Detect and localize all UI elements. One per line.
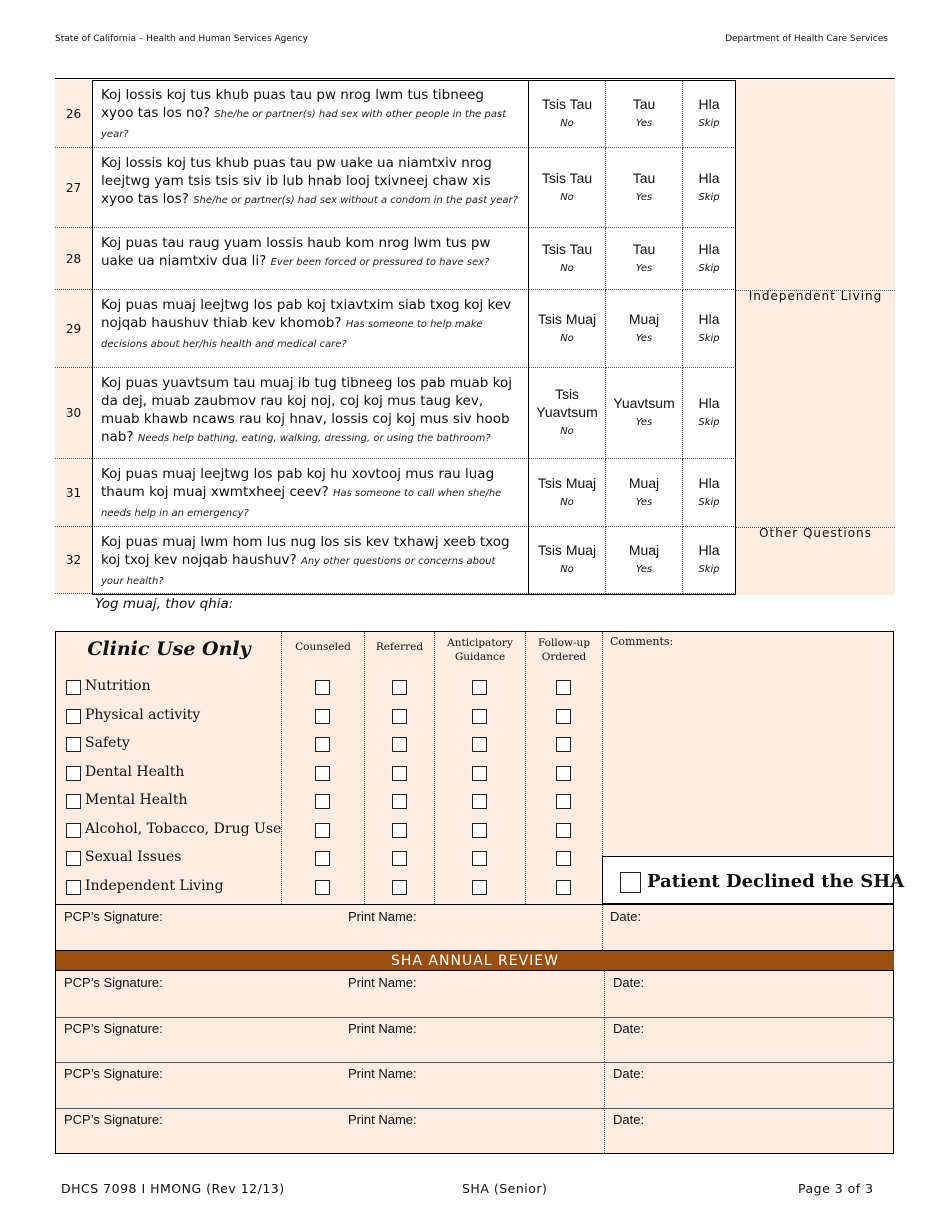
answer-no[interactable] xyxy=(529,459,606,527)
answer-skip[interactable] xyxy=(683,228,736,290)
answer-no[interactable] xyxy=(529,368,606,459)
question-number: 27 xyxy=(55,148,92,228)
answer-no-english: No xyxy=(560,496,574,508)
answer-skip-english: Skip xyxy=(698,564,720,575)
date-divider xyxy=(602,905,603,950)
annual-review-bar: SHA ANNUAL REVIEW xyxy=(56,950,894,971)
clinic-counseled-checkbox[interactable] xyxy=(315,880,330,895)
clinic-item-checkbox[interactable] xyxy=(66,680,81,695)
clinic-item-label: Dental Health xyxy=(85,763,185,780)
clinic-referred-checkbox[interactable] xyxy=(392,823,407,838)
question-cell xyxy=(92,527,529,594)
answer-yes[interactable] xyxy=(606,527,683,594)
clinic-use-title: Clinic Use Only xyxy=(87,638,251,660)
question-cell xyxy=(92,80,529,148)
answer-skip-hmong: Hla xyxy=(698,395,720,411)
question-text xyxy=(93,228,528,272)
answer-no[interactable] xyxy=(529,290,606,368)
question-table-top-rule xyxy=(55,78,895,79)
answer-no-english: No xyxy=(560,262,574,274)
clinic-item-label: Safety xyxy=(85,735,130,751)
date-label: Date: xyxy=(613,1020,645,1036)
answer-no[interactable] xyxy=(529,228,606,290)
answer-yes[interactable] xyxy=(606,80,683,148)
clinic-item-label: Physical activity xyxy=(85,706,201,723)
form-number: DHCS 7098 I HMONG (Rev 12/13) xyxy=(61,1181,285,1196)
clinic-counseled-checkbox[interactable] xyxy=(315,709,330,724)
review-date-divider xyxy=(604,1062,605,1107)
question-area-bottom-border xyxy=(92,594,736,595)
question-hmong: Koj puas muaj leejtwg los pab koj txiavtxim siab txog koj kev nojqab haushuv thiab kev khomob? xyxy=(101,297,512,331)
answer-yes[interactable] xyxy=(606,148,683,228)
clinic-col-divider xyxy=(525,632,526,904)
col-follow-up-ordered: Follow-up Ordered xyxy=(537,637,591,663)
pcp-signature-label: PCP’s Signature: xyxy=(64,1111,163,1127)
answer-skip-hmong: Hla xyxy=(698,542,720,558)
if-yes-explain-label: Yog muaj, thov qhia: xyxy=(95,596,234,612)
clinic-counseled-checkbox[interactable] xyxy=(315,737,330,752)
answer-skip[interactable] xyxy=(683,527,736,594)
question-english: She/he or partner(s) had sex with other people in the past year? xyxy=(101,109,507,140)
answer-skip[interactable] xyxy=(683,148,736,228)
answer-skip-english: Skip xyxy=(698,117,720,129)
clinic-counseled-checkbox[interactable] xyxy=(315,680,330,695)
question-number: 32 xyxy=(55,527,92,594)
clinic-guidance-checkbox[interactable] xyxy=(472,737,487,752)
date-label: Date: xyxy=(613,1111,645,1127)
clinic-guidance-checkbox[interactable] xyxy=(472,709,487,724)
answer-yes[interactable] xyxy=(606,290,683,368)
category-column xyxy=(736,80,895,595)
answer-yes-hmong: Tau xyxy=(632,95,656,112)
question-text xyxy=(93,459,528,523)
clinic-item-checkbox[interactable] xyxy=(66,880,81,895)
answer-yes-hmong: Tau xyxy=(632,240,656,257)
section-independent-living: Independent Living xyxy=(748,289,883,303)
answer-no-hmong: Tsis Tau xyxy=(541,240,593,257)
clinic-counseled-checkbox[interactable] xyxy=(315,851,330,866)
answer-skip-hmong: Hla xyxy=(698,474,720,491)
answer-no-english: No xyxy=(560,117,574,129)
clinic-col-divider xyxy=(434,632,435,904)
question-text xyxy=(93,148,528,210)
question-number: 30 xyxy=(55,368,92,459)
clinic-followup-checkbox[interactable] xyxy=(556,680,571,695)
answer-skip-english: Skip xyxy=(698,496,720,508)
question-number: 28 xyxy=(55,228,92,290)
answer-yes-english: Yes xyxy=(635,417,653,428)
clinic-col-divider xyxy=(364,632,365,904)
answer-skip-hmong: Hla xyxy=(698,169,720,186)
question-text xyxy=(93,290,528,354)
clinic-item-label: Nutrition xyxy=(85,678,151,694)
answer-skip-english: Skip xyxy=(698,262,720,274)
clinic-item-checkbox[interactable] xyxy=(66,709,81,724)
question-number: 31 xyxy=(55,459,92,527)
question-english: Has someone to help make decisions about her/his health and medical care? xyxy=(101,319,483,350)
answer-yes[interactable] xyxy=(606,368,683,459)
clinic-item-checkbox[interactable] xyxy=(66,766,81,781)
clinic-counseled-checkbox[interactable] xyxy=(315,766,330,781)
answer-no-hmong: Tsis Tau xyxy=(541,95,593,112)
clinic-followup-checkbox[interactable] xyxy=(556,880,571,895)
review-row-rule xyxy=(56,1108,894,1109)
pcp-signature-label: PCP’s Signature: xyxy=(64,1020,163,1036)
question-cell xyxy=(92,459,529,527)
clinic-referred-checkbox[interactable] xyxy=(392,680,407,695)
answer-yes-hmong: Muaj xyxy=(628,474,660,491)
col-anticipatory-guidance: Anticipatory Guidance xyxy=(447,637,513,663)
question-hmong: Koj lossis koj tus khub puas tau pw nrog lwm tus tibneeg xyoo tas los no? xyxy=(101,87,484,121)
answer-no-hmong: Tsis Yuavtsum xyxy=(536,386,598,420)
answer-skip[interactable] xyxy=(683,368,736,459)
print-name-label: Print Name: xyxy=(348,909,417,924)
answer-skip[interactable] xyxy=(683,459,736,527)
answer-skip-hmong: Hla xyxy=(698,95,720,112)
question-hmong: Koj puas muaj leejtwg los pab koj hu xovtooj mus rau luag thaum koj muaj xwmtxheej ceev? xyxy=(101,466,495,500)
answer-no-english: No xyxy=(560,564,574,575)
question-cell xyxy=(92,368,529,459)
answer-no[interactable] xyxy=(529,148,606,228)
clinic-followup-checkbox[interactable] xyxy=(556,766,571,781)
answer-yes-hmong: Yuavtsum xyxy=(613,395,675,411)
clinic-guidance-checkbox[interactable] xyxy=(472,823,487,838)
review-row-rule xyxy=(56,1017,894,1018)
answer-yes-english: Yes xyxy=(635,496,653,508)
answer-yes-hmong: Tau xyxy=(632,169,656,186)
print-name-label: Print Name: xyxy=(348,1111,417,1127)
print-name-label: Print Name: xyxy=(348,1020,417,1036)
clinic-followup-checkbox[interactable] xyxy=(556,851,571,866)
clinic-counseled-checkbox[interactable] xyxy=(315,794,330,809)
review-row-rule xyxy=(56,1062,894,1063)
date-label: Date: xyxy=(610,909,642,924)
col-referred: Referred xyxy=(375,641,424,653)
clinic-item-label: Alcohol, Tobacco, Drug Use xyxy=(85,820,282,837)
question-cell xyxy=(92,148,529,228)
pcp-signature-label: PCP’s Signature: xyxy=(64,975,163,990)
clinic-referred-checkbox[interactable] xyxy=(392,851,407,866)
answer-skip-english: Skip xyxy=(698,417,720,428)
clinic-referred-checkbox[interactable] xyxy=(392,794,407,809)
comments-label: Comments: xyxy=(610,635,674,648)
answer-yes-english: Yes xyxy=(635,191,653,203)
pcp-signature-label: PCP’s Signature: xyxy=(64,909,163,924)
answer-no[interactable] xyxy=(529,527,606,594)
answer-yes[interactable] xyxy=(606,228,683,290)
clinic-item-checkbox[interactable] xyxy=(66,737,81,752)
question-text xyxy=(93,368,528,448)
clinic-guidance-checkbox[interactable] xyxy=(472,880,487,895)
signature-rule xyxy=(55,904,894,905)
clinic-referred-checkbox[interactable] xyxy=(392,709,407,724)
clinic-guidance-checkbox[interactable] xyxy=(472,851,487,866)
question-number: 29 xyxy=(55,290,92,368)
clinic-item-checkbox[interactable] xyxy=(66,823,81,838)
question-english: Any other questions or concerns about your health? xyxy=(101,556,496,587)
clinic-col-divider xyxy=(602,632,603,856)
question-cell xyxy=(92,228,529,290)
answer-no-hmong: Tsis Muaj xyxy=(537,474,597,491)
date-label: Date: xyxy=(613,1066,645,1081)
print-name-label: Print Name: xyxy=(348,975,417,990)
clinic-followup-checkbox[interactable] xyxy=(556,823,571,838)
question-text xyxy=(93,527,528,591)
answer-no-hmong: Tsis Muaj xyxy=(537,542,597,558)
answer-yes-hmong: Muaj xyxy=(628,542,660,558)
clinic-followup-checkbox[interactable] xyxy=(556,794,571,809)
clinic-followup-checkbox[interactable] xyxy=(556,709,571,724)
clinic-guidance-checkbox[interactable] xyxy=(472,794,487,809)
clinic-item-checkbox[interactable] xyxy=(66,794,81,809)
answer-no-english: No xyxy=(560,191,574,203)
clinic-referred-checkbox[interactable] xyxy=(392,766,407,781)
date-label: Date: xyxy=(613,975,645,990)
clinic-counseled-checkbox[interactable] xyxy=(315,823,330,838)
clinic-referred-checkbox[interactable] xyxy=(392,737,407,752)
answer-no-english: No xyxy=(560,332,574,344)
answer-skip-hmong: Hla xyxy=(698,240,720,257)
answer-skip-hmong: Hla xyxy=(698,310,720,327)
answer-yes-english: Yes xyxy=(635,262,653,274)
question-hmong: Koj puas yuavtsum tau muaj ib tug tibneeg los pab muab koj da dej, muab zaubmov rau koj noj, coj koj mus taug kev, muab khawb ncaws rau koj hnav, lossis coj koj mus siv hoob nab? xyxy=(101,375,512,445)
question-english: Ever been forced or pressured to have sex? xyxy=(270,257,490,268)
clinic-item-label: Mental Health xyxy=(85,792,188,808)
answer-skip[interactable] xyxy=(683,80,736,148)
patient-declined-checkbox[interactable] xyxy=(620,872,641,893)
pcp-signature-label: PCP’s Signature: xyxy=(64,1066,163,1081)
section-other-questions: Other Questions xyxy=(759,526,872,540)
answer-yes-english: Yes xyxy=(635,332,653,344)
clinic-item-label: Independent Living xyxy=(85,877,224,894)
answer-yes-english: Yes xyxy=(635,117,653,129)
review-date-divider xyxy=(604,1108,605,1153)
question-number: 26 xyxy=(55,80,92,148)
answer-no-hmong: Tsis Muaj xyxy=(537,310,597,327)
clinic-item-label: Sexual Issues xyxy=(85,849,182,865)
review-date-divider xyxy=(604,1017,605,1062)
question-hmong: Koj puas tau raug yuam lossis haub kom nrog lwm tus pw uake ua niamtxiv dua li? xyxy=(101,235,491,269)
answer-no[interactable] xyxy=(529,80,606,148)
question-english: Has someone to call when she/he needs help in an emergency? xyxy=(101,488,502,519)
clinic-col-divider xyxy=(281,632,282,904)
answer-skip-english: Skip xyxy=(698,191,720,203)
answer-no-hmong: Tsis Tau xyxy=(541,169,593,186)
answer-no-english: No xyxy=(560,426,574,437)
question-cell xyxy=(92,290,529,368)
clinic-referred-checkbox[interactable] xyxy=(392,880,407,895)
answer-skip-english: Skip xyxy=(698,332,720,344)
answer-skip[interactable] xyxy=(683,290,736,368)
print-name-label: Print Name: xyxy=(348,1066,417,1081)
question-hmong: Koj puas muaj lwm hom lus nug los sis kev txhawj xeeb txog koj txoj kev nojqab haushuv? xyxy=(101,534,510,568)
question-area-top-border xyxy=(92,80,736,81)
clinic-guidance-checkbox[interactable] xyxy=(472,680,487,695)
page-number: Page 3 of 3 xyxy=(798,1181,874,1196)
clinic-item-checkbox[interactable] xyxy=(66,851,81,866)
answer-yes-hmong: Muaj xyxy=(628,310,660,327)
question-text xyxy=(93,80,528,144)
form-title: SHA (Senior) xyxy=(462,1181,548,1196)
question-english: Needs help bathing, eating, walking, dressing, or using the bathroom? xyxy=(137,433,491,444)
clinic-guidance-checkbox[interactable] xyxy=(472,766,487,781)
agency-header: State of California – Health and Human Services Agency xyxy=(55,34,308,44)
question-english: She/he or partner(s) had sex without a condom in the past year? xyxy=(193,195,518,206)
department-header: Department of Health Care Services xyxy=(725,34,888,44)
review-date-divider xyxy=(604,971,605,1016)
answer-yes-english: Yes xyxy=(635,564,653,575)
clinic-followup-checkbox[interactable] xyxy=(556,737,571,752)
col-counseled: Counseled xyxy=(295,641,351,653)
answer-yes[interactable] xyxy=(606,459,683,527)
question-hmong: Koj lossis koj tus khub puas tau pw uake ua niamtxiv nrog leejtwg yam tsis tsis siv ib lub hnab looj txivneej chaw xis xyoo tas los? xyxy=(101,155,492,207)
patient-declined-label: Patient Declined the SHA xyxy=(647,871,905,892)
